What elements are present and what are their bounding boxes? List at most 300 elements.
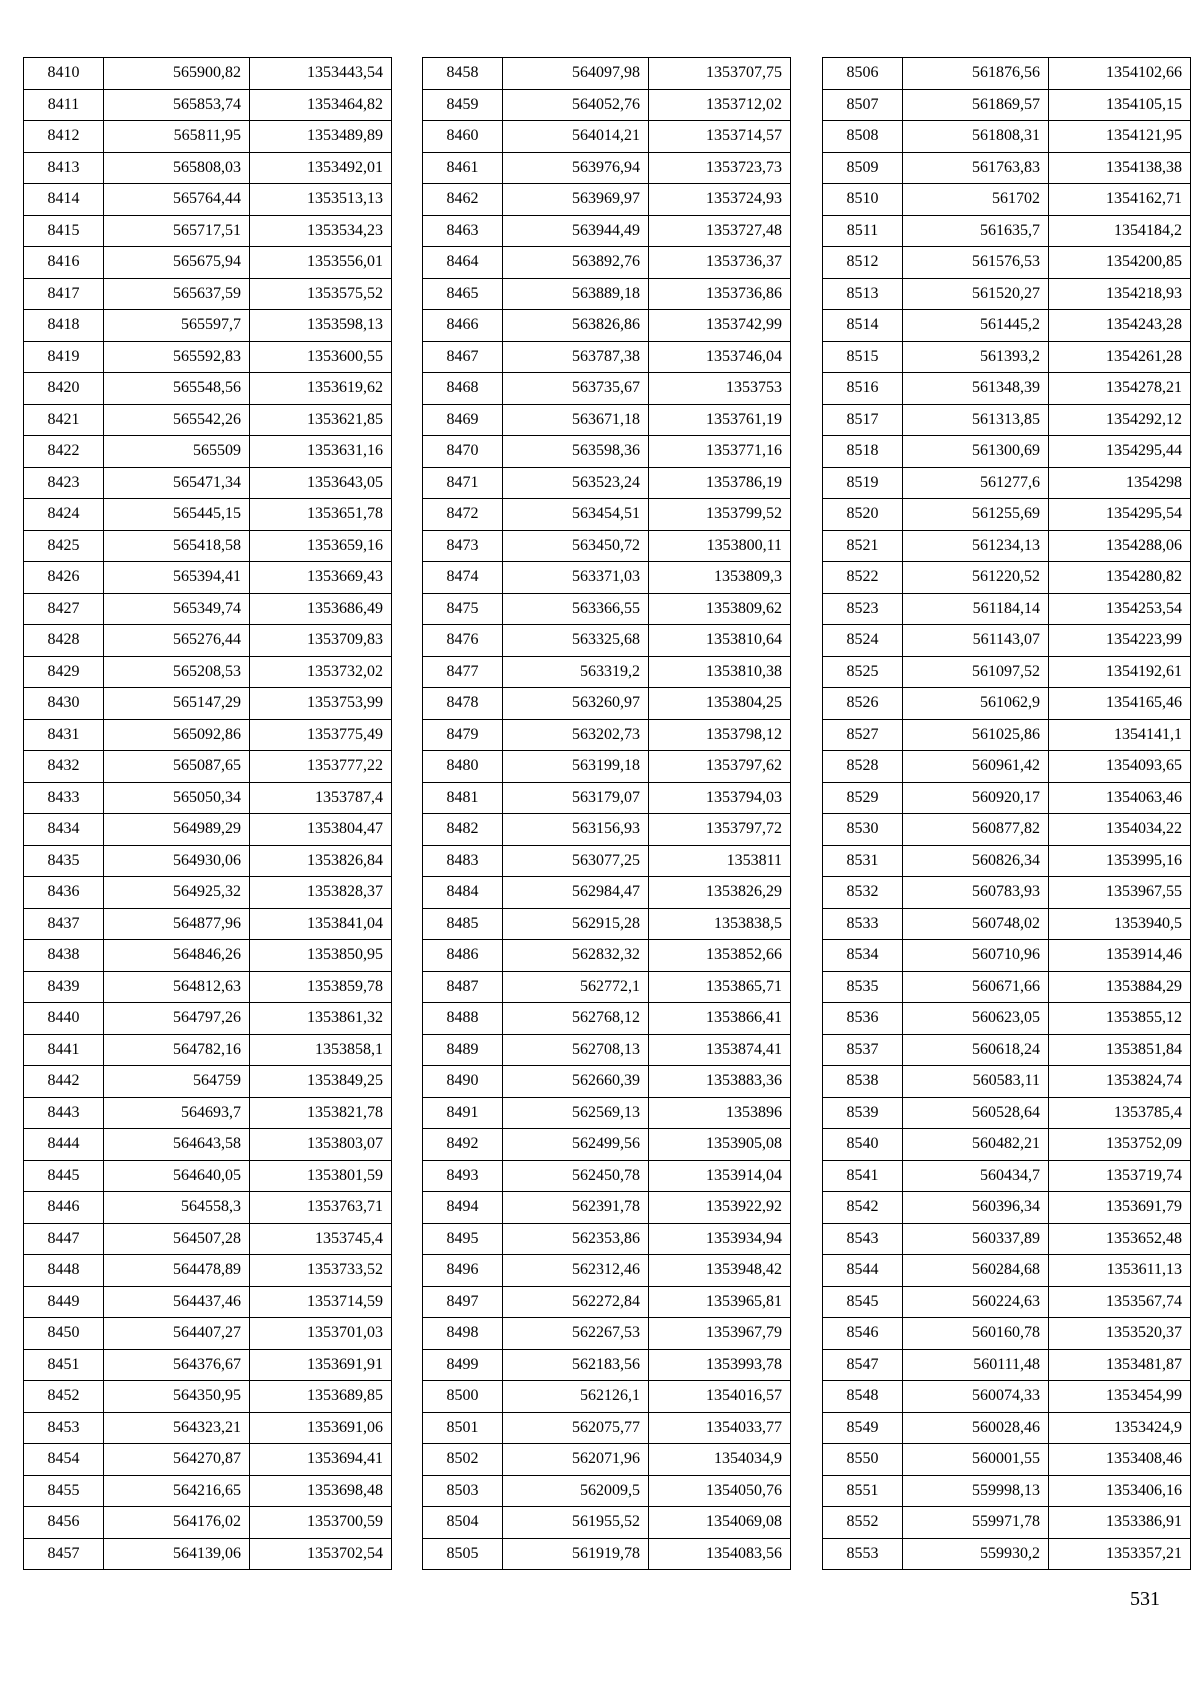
table-row xyxy=(24,656,392,688)
table-row xyxy=(423,625,791,657)
point-number-cell: 8452 xyxy=(24,1381,104,1413)
point-number-cell: 8482 xyxy=(423,814,503,846)
point-number-cell: 8469 xyxy=(423,404,503,436)
x-coordinate-cell: 562272,84 xyxy=(503,1286,649,1318)
table-row xyxy=(823,845,1191,877)
x-coordinate-cell: 560074,33 xyxy=(903,1381,1049,1413)
y-coordinate-cell: 1353753,99 xyxy=(250,688,392,720)
table-row xyxy=(823,751,1191,783)
point-number-cell: 8504 xyxy=(423,1507,503,1539)
x-coordinate-cell: 564097,98 xyxy=(503,58,649,90)
y-coordinate-cell: 1353763,71 xyxy=(250,1192,392,1224)
point-number-cell: 8470 xyxy=(423,436,503,468)
y-coordinate-cell: 1353852,66 xyxy=(649,940,791,972)
y-coordinate-cell: 1353801,59 xyxy=(250,1160,392,1192)
point-number-cell: 8436 xyxy=(24,877,104,909)
point-number-cell: 8533 xyxy=(823,908,903,940)
y-coordinate-cell: 1353993,78 xyxy=(649,1349,791,1381)
point-number-cell: 8511 xyxy=(823,215,903,247)
table-row xyxy=(423,688,791,720)
point-number-cell: 8418 xyxy=(24,310,104,342)
point-number-cell: 8455 xyxy=(24,1475,104,1507)
point-number-cell: 8477 xyxy=(423,656,503,688)
x-coordinate-cell: 563199,18 xyxy=(503,751,649,783)
table-row xyxy=(423,1097,791,1129)
table-row xyxy=(823,499,1191,531)
table-row xyxy=(823,814,1191,846)
point-number-cell: 8440 xyxy=(24,1003,104,1035)
point-number-cell: 8425 xyxy=(24,530,104,562)
table-row xyxy=(823,152,1191,184)
y-coordinate-cell: 1353746,04 xyxy=(649,341,791,373)
point-number-cell: 8423 xyxy=(24,467,104,499)
y-coordinate-cell: 1353914,04 xyxy=(649,1160,791,1192)
point-number-cell: 8481 xyxy=(423,782,503,814)
table-row xyxy=(24,1223,392,1255)
x-coordinate-cell: 563787,38 xyxy=(503,341,649,373)
table-row xyxy=(423,1349,791,1381)
y-coordinate-cell: 1353701,03 xyxy=(250,1318,392,1350)
y-coordinate-cell: 1353567,74 xyxy=(1049,1286,1191,1318)
table-row xyxy=(823,1381,1191,1413)
y-coordinate-cell: 1353761,19 xyxy=(649,404,791,436)
point-number-cell: 8426 xyxy=(24,562,104,594)
x-coordinate-cell: 564643,58 xyxy=(104,1129,250,1161)
x-coordinate-cell: 563202,73 xyxy=(503,719,649,751)
y-coordinate-cell: 1353406,16 xyxy=(1049,1475,1191,1507)
point-number-cell: 8471 xyxy=(423,467,503,499)
x-coordinate-cell: 563671,18 xyxy=(503,404,649,436)
point-number-cell: 8518 xyxy=(823,436,903,468)
table-row xyxy=(24,467,392,499)
table-row xyxy=(423,1286,791,1318)
table-row xyxy=(823,404,1191,436)
table-row xyxy=(24,1034,392,1066)
point-number-cell: 8419 xyxy=(24,341,104,373)
table-row xyxy=(823,688,1191,720)
y-coordinate-cell: 1354034,22 xyxy=(1049,814,1191,846)
y-coordinate-cell: 1354280,82 xyxy=(1049,562,1191,594)
x-coordinate-cell: 565050,34 xyxy=(104,782,250,814)
y-coordinate-cell: 1353534,23 xyxy=(250,215,392,247)
table-row xyxy=(823,1538,1191,1570)
table-row xyxy=(823,1129,1191,1161)
table-row xyxy=(423,436,791,468)
table-row xyxy=(423,908,791,940)
table-row xyxy=(423,215,791,247)
y-coordinate-cell: 1353967,55 xyxy=(1049,877,1191,909)
y-coordinate-cell: 1353752,09 xyxy=(1049,1129,1191,1161)
table-row xyxy=(423,1538,791,1570)
y-coordinate-cell: 1353855,12 xyxy=(1049,1003,1191,1035)
y-coordinate-cell: 1353785,4 xyxy=(1049,1097,1191,1129)
table-row xyxy=(24,971,392,1003)
y-coordinate-cell: 1353719,74 xyxy=(1049,1160,1191,1192)
table-row xyxy=(24,1412,392,1444)
x-coordinate-cell: 564376,67 xyxy=(104,1349,250,1381)
x-coordinate-cell: 563826,86 xyxy=(503,310,649,342)
x-coordinate-cell: 563523,24 xyxy=(503,467,649,499)
x-coordinate-cell: 565542,26 xyxy=(104,404,250,436)
x-coordinate-cell: 559998,13 xyxy=(903,1475,1049,1507)
table-row xyxy=(423,1066,791,1098)
y-coordinate-cell: 1353849,25 xyxy=(250,1066,392,1098)
table-row xyxy=(423,782,791,814)
x-coordinate-cell: 561869,57 xyxy=(903,89,1049,121)
y-coordinate-cell: 1354243,28 xyxy=(1049,310,1191,342)
x-coordinate-cell: 560920,17 xyxy=(903,782,1049,814)
table-row xyxy=(423,1507,791,1539)
table-body xyxy=(823,58,1191,1570)
point-number-cell: 8472 xyxy=(423,499,503,531)
table-row xyxy=(823,467,1191,499)
y-coordinate-cell: 1353736,86 xyxy=(649,278,791,310)
x-coordinate-cell: 561955,52 xyxy=(503,1507,649,1539)
point-number-cell: 8420 xyxy=(24,373,104,405)
table-row xyxy=(823,89,1191,121)
table-row xyxy=(24,1286,392,1318)
table-row xyxy=(423,184,791,216)
y-coordinate-cell: 1353691,79 xyxy=(1049,1192,1191,1224)
x-coordinate-cell: 564350,95 xyxy=(104,1381,250,1413)
y-coordinate-cell: 1354034,9 xyxy=(649,1444,791,1476)
point-number-cell: 8551 xyxy=(823,1475,903,1507)
x-coordinate-cell: 563156,93 xyxy=(503,814,649,846)
point-number-cell: 8484 xyxy=(423,877,503,909)
x-coordinate-cell: 565717,51 xyxy=(104,215,250,247)
table-row xyxy=(423,499,791,531)
y-coordinate-cell: 1353714,57 xyxy=(649,121,791,153)
point-number-cell: 8509 xyxy=(823,152,903,184)
point-number-cell: 8517 xyxy=(823,404,903,436)
table-row xyxy=(24,404,392,436)
point-number-cell: 8475 xyxy=(423,593,503,625)
table-row xyxy=(24,940,392,972)
y-coordinate-cell: 1353694,41 xyxy=(250,1444,392,1476)
y-coordinate-cell: 1354295,54 xyxy=(1049,499,1191,531)
y-coordinate-cell: 1353786,19 xyxy=(649,467,791,499)
table-row xyxy=(24,845,392,877)
point-number-cell: 8458 xyxy=(423,58,503,90)
y-coordinate-cell: 1354050,76 xyxy=(649,1475,791,1507)
x-coordinate-cell: 562772,1 xyxy=(503,971,649,1003)
x-coordinate-cell: 561763,83 xyxy=(903,152,1049,184)
x-coordinate-cell: 564558,3 xyxy=(104,1192,250,1224)
table-body xyxy=(423,58,791,1570)
point-number-cell: 8505 xyxy=(423,1538,503,1570)
x-coordinate-cell: 565597,7 xyxy=(104,310,250,342)
table-row xyxy=(823,310,1191,342)
table-row xyxy=(423,1412,791,1444)
x-coordinate-cell: 561808,31 xyxy=(903,121,1049,153)
point-number-cell: 8520 xyxy=(823,499,903,531)
table-row xyxy=(423,562,791,594)
point-number-cell: 8545 xyxy=(823,1286,903,1318)
point-number-cell: 8414 xyxy=(24,184,104,216)
y-coordinate-cell: 1353753 xyxy=(649,373,791,405)
x-coordinate-cell: 564812,63 xyxy=(104,971,250,1003)
y-coordinate-cell: 1354063,46 xyxy=(1049,782,1191,814)
point-number-cell: 8515 xyxy=(823,341,903,373)
x-coordinate-cell: 565394,41 xyxy=(104,562,250,594)
point-number-cell: 8467 xyxy=(423,341,503,373)
x-coordinate-cell: 564877,96 xyxy=(104,908,250,940)
y-coordinate-cell: 1353659,16 xyxy=(250,530,392,562)
x-coordinate-cell: 564846,26 xyxy=(104,940,250,972)
x-coordinate-cell: 562126,1 xyxy=(503,1381,649,1413)
table-row xyxy=(24,625,392,657)
y-coordinate-cell: 1354278,21 xyxy=(1049,373,1191,405)
x-coordinate-cell: 560961,42 xyxy=(903,751,1049,783)
point-number-cell: 8463 xyxy=(423,215,503,247)
x-coordinate-cell: 564139,06 xyxy=(104,1538,250,1570)
y-coordinate-cell: 1353700,59 xyxy=(250,1507,392,1539)
x-coordinate-cell: 562353,86 xyxy=(503,1223,649,1255)
point-number-cell: 8542 xyxy=(823,1192,903,1224)
point-number-cell: 8491 xyxy=(423,1097,503,1129)
y-coordinate-cell: 1353619,62 xyxy=(250,373,392,405)
x-coordinate-cell: 564014,21 xyxy=(503,121,649,153)
point-number-cell: 8447 xyxy=(24,1223,104,1255)
y-coordinate-cell: 1353520,37 xyxy=(1049,1318,1191,1350)
table-row xyxy=(823,1507,1191,1539)
point-number-cell: 8526 xyxy=(823,688,903,720)
x-coordinate-cell: 565147,29 xyxy=(104,688,250,720)
table-row xyxy=(423,247,791,279)
y-coordinate-cell: 1354292,12 xyxy=(1049,404,1191,436)
y-coordinate-cell: 1353826,84 xyxy=(250,845,392,877)
y-coordinate-cell: 1354298 xyxy=(1049,467,1191,499)
y-coordinate-cell: 1354162,71 xyxy=(1049,184,1191,216)
y-coordinate-cell: 1353809,3 xyxy=(649,562,791,594)
table-row xyxy=(423,845,791,877)
x-coordinate-cell: 561277,6 xyxy=(903,467,1049,499)
x-coordinate-cell: 561348,39 xyxy=(903,373,1049,405)
point-number-cell: 8536 xyxy=(823,1003,903,1035)
table-row xyxy=(823,593,1191,625)
point-number-cell: 8443 xyxy=(24,1097,104,1129)
x-coordinate-cell: 564759 xyxy=(104,1066,250,1098)
point-number-cell: 8424 xyxy=(24,499,104,531)
x-coordinate-cell: 563260,97 xyxy=(503,688,649,720)
table-row xyxy=(823,341,1191,373)
x-coordinate-cell: 563598,36 xyxy=(503,436,649,468)
y-coordinate-cell: 1353810,64 xyxy=(649,625,791,657)
point-number-cell: 8417 xyxy=(24,278,104,310)
point-number-cell: 8476 xyxy=(423,625,503,657)
point-number-cell: 8494 xyxy=(423,1192,503,1224)
x-coordinate-cell: 559930,2 xyxy=(903,1538,1049,1570)
table-row xyxy=(423,593,791,625)
point-number-cell: 8431 xyxy=(24,719,104,751)
y-coordinate-cell: 1353800,11 xyxy=(649,530,791,562)
point-number-cell: 8488 xyxy=(423,1003,503,1035)
y-coordinate-cell: 1353896 xyxy=(649,1097,791,1129)
y-coordinate-cell: 1353826,29 xyxy=(649,877,791,909)
y-coordinate-cell: 1353841,04 xyxy=(250,908,392,940)
x-coordinate-cell: 565349,74 xyxy=(104,593,250,625)
y-coordinate-cell: 1353865,71 xyxy=(649,971,791,1003)
y-coordinate-cell: 1353669,43 xyxy=(250,562,392,594)
point-number-cell: 8486 xyxy=(423,940,503,972)
y-coordinate-cell: 1353828,37 xyxy=(250,877,392,909)
y-coordinate-cell: 1353804,47 xyxy=(250,814,392,846)
table-row xyxy=(423,971,791,1003)
table-row xyxy=(823,1192,1191,1224)
table-row xyxy=(823,1066,1191,1098)
table-row xyxy=(423,940,791,972)
point-number-cell: 8549 xyxy=(823,1412,903,1444)
y-coordinate-cell: 1353777,22 xyxy=(250,751,392,783)
x-coordinate-cell: 565087,65 xyxy=(104,751,250,783)
x-coordinate-cell: 565418,58 xyxy=(104,530,250,562)
y-coordinate-cell: 1353736,37 xyxy=(649,247,791,279)
point-number-cell: 8430 xyxy=(24,688,104,720)
x-coordinate-cell: 563944,49 xyxy=(503,215,649,247)
y-coordinate-cell: 1353621,85 xyxy=(250,404,392,436)
point-number-cell: 8451 xyxy=(24,1349,104,1381)
x-coordinate-cell: 563450,72 xyxy=(503,530,649,562)
table-row xyxy=(423,1223,791,1255)
x-coordinate-cell: 564507,28 xyxy=(104,1223,250,1255)
y-coordinate-cell: 1354200,85 xyxy=(1049,247,1191,279)
y-coordinate-cell: 1354288,06 xyxy=(1049,530,1191,562)
table-row xyxy=(24,373,392,405)
table-row xyxy=(823,1003,1191,1035)
table-row xyxy=(423,656,791,688)
table-row xyxy=(423,751,791,783)
table-row xyxy=(823,247,1191,279)
point-number-cell: 8449 xyxy=(24,1286,104,1318)
point-number-cell: 8442 xyxy=(24,1066,104,1098)
point-number-cell: 8507 xyxy=(823,89,903,121)
y-coordinate-cell: 1353698,48 xyxy=(250,1475,392,1507)
y-coordinate-cell: 1353794,03 xyxy=(649,782,791,814)
point-number-cell: 8448 xyxy=(24,1255,104,1287)
table-row xyxy=(823,782,1191,814)
x-coordinate-cell: 560284,68 xyxy=(903,1255,1049,1287)
x-coordinate-cell: 563325,68 xyxy=(503,625,649,657)
point-number-cell: 8500 xyxy=(423,1381,503,1413)
point-number-cell: 8497 xyxy=(423,1286,503,1318)
point-number-cell: 8478 xyxy=(423,688,503,720)
x-coordinate-cell: 562768,12 xyxy=(503,1003,649,1035)
x-coordinate-cell: 564176,02 xyxy=(104,1507,250,1539)
y-coordinate-cell: 1353811 xyxy=(649,845,791,877)
x-coordinate-cell: 562569,13 xyxy=(503,1097,649,1129)
y-coordinate-cell: 1354083,56 xyxy=(649,1538,791,1570)
x-coordinate-cell: 560337,89 xyxy=(903,1223,1049,1255)
y-coordinate-cell: 1354093,65 xyxy=(1049,751,1191,783)
page-number: 531 xyxy=(1130,1588,1160,1610)
table-row xyxy=(423,1160,791,1192)
point-number-cell: 8534 xyxy=(823,940,903,972)
point-number-cell: 8529 xyxy=(823,782,903,814)
x-coordinate-cell: 562708,13 xyxy=(503,1034,649,1066)
point-number-cell: 8460 xyxy=(423,121,503,153)
x-coordinate-cell: 565092,86 xyxy=(104,719,250,751)
y-coordinate-cell: 1353513,13 xyxy=(250,184,392,216)
y-coordinate-cell: 1353575,52 xyxy=(250,278,392,310)
table-row xyxy=(423,89,791,121)
point-number-cell: 8456 xyxy=(24,1507,104,1539)
x-coordinate-cell: 560482,21 xyxy=(903,1129,1049,1161)
point-number-cell: 8415 xyxy=(24,215,104,247)
y-coordinate-cell: 1353861,32 xyxy=(250,1003,392,1035)
y-coordinate-cell: 1354016,57 xyxy=(649,1381,791,1413)
table-body xyxy=(24,58,392,1570)
y-coordinate-cell: 1353799,52 xyxy=(649,499,791,531)
point-number-cell: 8521 xyxy=(823,530,903,562)
table-row xyxy=(24,1381,392,1413)
table-row xyxy=(423,278,791,310)
x-coordinate-cell: 560160,78 xyxy=(903,1318,1049,1350)
y-coordinate-cell: 1353732,02 xyxy=(250,656,392,688)
table-row xyxy=(24,1255,392,1287)
y-coordinate-cell: 1353948,42 xyxy=(649,1255,791,1287)
x-coordinate-cell: 561025,86 xyxy=(903,719,1049,751)
y-coordinate-cell: 1353742,99 xyxy=(649,310,791,342)
table-row xyxy=(24,499,392,531)
table-row xyxy=(24,593,392,625)
y-coordinate-cell: 1353714,59 xyxy=(250,1286,392,1318)
y-coordinate-cell: 1353686,49 xyxy=(250,593,392,625)
table-row xyxy=(823,121,1191,153)
y-coordinate-cell: 1354033,77 xyxy=(649,1412,791,1444)
table-row xyxy=(24,121,392,153)
y-coordinate-cell: 1353810,38 xyxy=(649,656,791,688)
x-coordinate-cell: 560528,64 xyxy=(903,1097,1049,1129)
x-coordinate-cell: 564437,46 xyxy=(104,1286,250,1318)
y-coordinate-cell: 1353424,9 xyxy=(1049,1412,1191,1444)
y-coordinate-cell: 1353883,36 xyxy=(649,1066,791,1098)
point-number-cell: 8543 xyxy=(823,1223,903,1255)
point-number-cell: 8541 xyxy=(823,1160,903,1192)
y-coordinate-cell: 1354105,15 xyxy=(1049,89,1191,121)
x-coordinate-cell: 564216,65 xyxy=(104,1475,250,1507)
point-number-cell: 8466 xyxy=(423,310,503,342)
table-row xyxy=(24,751,392,783)
x-coordinate-cell: 564478,89 xyxy=(104,1255,250,1287)
table-row xyxy=(423,310,791,342)
table-row xyxy=(823,1318,1191,1350)
point-number-cell: 8487 xyxy=(423,971,503,1003)
table-row xyxy=(24,184,392,216)
y-coordinate-cell: 1354102,66 xyxy=(1049,58,1191,90)
y-coordinate-cell: 1353707,75 xyxy=(649,58,791,90)
table-row xyxy=(24,1066,392,1098)
x-coordinate-cell: 560783,93 xyxy=(903,877,1049,909)
point-number-cell: 8429 xyxy=(24,656,104,688)
point-number-cell: 8473 xyxy=(423,530,503,562)
point-number-cell: 8496 xyxy=(423,1255,503,1287)
table-row xyxy=(24,814,392,846)
point-number-cell: 8501 xyxy=(423,1412,503,1444)
table-row xyxy=(423,373,791,405)
y-coordinate-cell: 1353691,06 xyxy=(250,1412,392,1444)
point-number-cell: 8527 xyxy=(823,719,903,751)
table-row xyxy=(423,467,791,499)
table-row xyxy=(24,215,392,247)
x-coordinate-cell: 561635,7 xyxy=(903,215,1049,247)
y-coordinate-cell: 1354184,2 xyxy=(1049,215,1191,247)
table-row xyxy=(423,1381,791,1413)
point-number-cell: 8550 xyxy=(823,1444,903,1476)
point-number-cell: 8522 xyxy=(823,562,903,594)
y-coordinate-cell: 1353859,78 xyxy=(250,971,392,1003)
table-row xyxy=(24,89,392,121)
table-row xyxy=(24,1349,392,1381)
